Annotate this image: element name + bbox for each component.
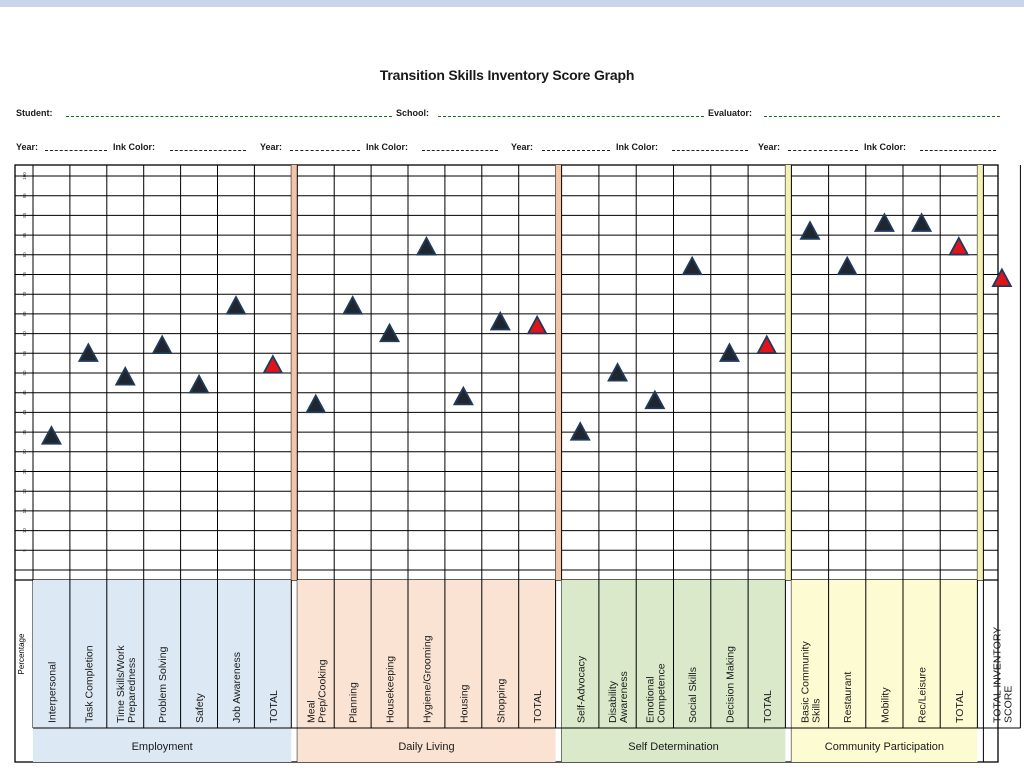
score-marker xyxy=(307,396,325,413)
category-label: Interpersonal xyxy=(46,661,59,723)
score-marker xyxy=(646,392,664,409)
score-marker xyxy=(571,423,589,440)
category-label: TOTAL xyxy=(267,690,280,723)
domain-label: Community Participation xyxy=(824,741,945,753)
y-tick-label: 35 xyxy=(22,429,27,435)
y-tick-label: 25 xyxy=(22,468,27,475)
category-label: Decision Making xyxy=(724,645,737,723)
score-marker xyxy=(801,222,819,239)
category-label: Time Skills/Work xyxy=(114,645,127,723)
category-label: Housekeeping xyxy=(384,655,397,723)
ink-label-2: Ink Color: xyxy=(366,142,408,152)
category-label: SCORE xyxy=(1002,685,1015,723)
total-marker xyxy=(950,238,968,255)
category-label: Preparedness xyxy=(125,657,138,723)
year-label-3: Year: xyxy=(511,142,534,152)
domain-divider xyxy=(556,165,562,580)
category-label: TOTAL xyxy=(761,690,774,723)
score-marker xyxy=(875,214,893,231)
category-label: Awareness xyxy=(618,671,631,723)
category-label: Planning xyxy=(347,682,360,723)
category-label: Social Skills xyxy=(687,666,700,723)
score-marker xyxy=(381,325,399,342)
category-label: TOTAL INVENTORY xyxy=(991,626,1004,723)
score-marker xyxy=(491,313,509,330)
y-axis-label: Percentage xyxy=(17,633,26,675)
y-tick-label: 5 xyxy=(22,549,27,552)
y-tick-label: 75 xyxy=(22,271,27,278)
category-label: Task Completion xyxy=(83,645,96,723)
score-marker xyxy=(683,258,701,275)
y-tick-label: 30 xyxy=(22,449,27,455)
total-marker xyxy=(264,356,282,373)
year-label-1: Year: xyxy=(16,142,39,152)
y-tick-label: 15 xyxy=(22,508,28,514)
category-label: Restaurant xyxy=(842,671,855,723)
category-label: Mobility xyxy=(879,687,892,723)
category-label: TOTAL xyxy=(953,690,966,723)
y-tick-label: 95 xyxy=(22,193,27,199)
y-tick-label: 20 xyxy=(22,488,27,494)
ink-label-4: Ink Color: xyxy=(864,142,906,152)
category-label: Safety xyxy=(194,693,207,723)
domain-label: Daily Living xyxy=(398,741,455,753)
category-label: Prep/Cooking xyxy=(316,659,329,723)
score-marker xyxy=(720,344,738,361)
y-tick-label: 60 xyxy=(22,331,27,337)
y-tick-label: 100 xyxy=(22,172,27,180)
category-label: Hygiene/Grooming xyxy=(421,635,434,723)
evaluator-label: Evaluator: xyxy=(708,108,753,118)
category-label: Disability xyxy=(607,680,620,723)
y-tick-label: 80 xyxy=(21,252,27,258)
score-marker xyxy=(454,388,472,405)
score-marker xyxy=(42,427,60,444)
category-label: Job Awareness xyxy=(230,651,243,723)
category-label: Competence xyxy=(655,663,668,723)
category-label: Emotional xyxy=(644,676,657,723)
domain-divider xyxy=(785,165,791,580)
category-label: Problem Solving xyxy=(157,646,170,723)
category-label: TOTAL xyxy=(532,690,545,723)
y-tick-label: 85 xyxy=(22,232,27,238)
category-label: Meal xyxy=(305,700,318,723)
score-marker xyxy=(79,344,97,361)
score-marker xyxy=(190,376,208,393)
y-tick-label: 45 xyxy=(22,390,27,396)
y-tick-label: 50 xyxy=(22,370,27,376)
school-label: School: xyxy=(396,108,429,118)
category-label: Self-Advocacy xyxy=(575,655,588,723)
category-label: Rec/Leisure xyxy=(916,666,929,723)
category-label: Shopping xyxy=(495,678,508,723)
total-marker xyxy=(758,336,776,353)
score-marker xyxy=(417,238,435,255)
chart-title: Transition Skills Inventory Score Graph xyxy=(379,67,635,83)
domain-divider xyxy=(977,165,983,580)
score-marker xyxy=(227,297,245,314)
ink-label-3: Ink Color: xyxy=(616,142,658,152)
total-marker xyxy=(528,317,546,334)
y-tick-label: 90 xyxy=(22,212,27,218)
score-marker xyxy=(913,214,931,231)
y-tick-label: 40 xyxy=(22,409,27,415)
score-marker xyxy=(116,368,134,385)
year-label-4: Year: xyxy=(758,142,781,152)
y-tick-label: 65 xyxy=(22,311,27,317)
score-marker xyxy=(838,258,856,275)
y-tick-label: 70 xyxy=(22,291,27,297)
ink-label-1: Ink Color: xyxy=(113,142,155,152)
domain-label: Employment xyxy=(131,741,193,753)
category-label: Basic Community xyxy=(799,641,812,723)
score-marker xyxy=(609,364,627,381)
y-tick-label: 10 xyxy=(22,528,27,534)
score-marker xyxy=(153,336,171,353)
score-marker xyxy=(344,297,362,314)
y-tick-label: 55 xyxy=(22,350,27,356)
total-marker xyxy=(993,269,1011,286)
domain-label: Self Determination xyxy=(628,741,719,753)
category-label: Skills xyxy=(810,698,823,723)
year-label-2: Year: xyxy=(260,142,283,152)
category-label: Housing xyxy=(458,684,471,723)
student-label: Student: xyxy=(16,108,53,118)
domain-divider xyxy=(291,165,297,580)
